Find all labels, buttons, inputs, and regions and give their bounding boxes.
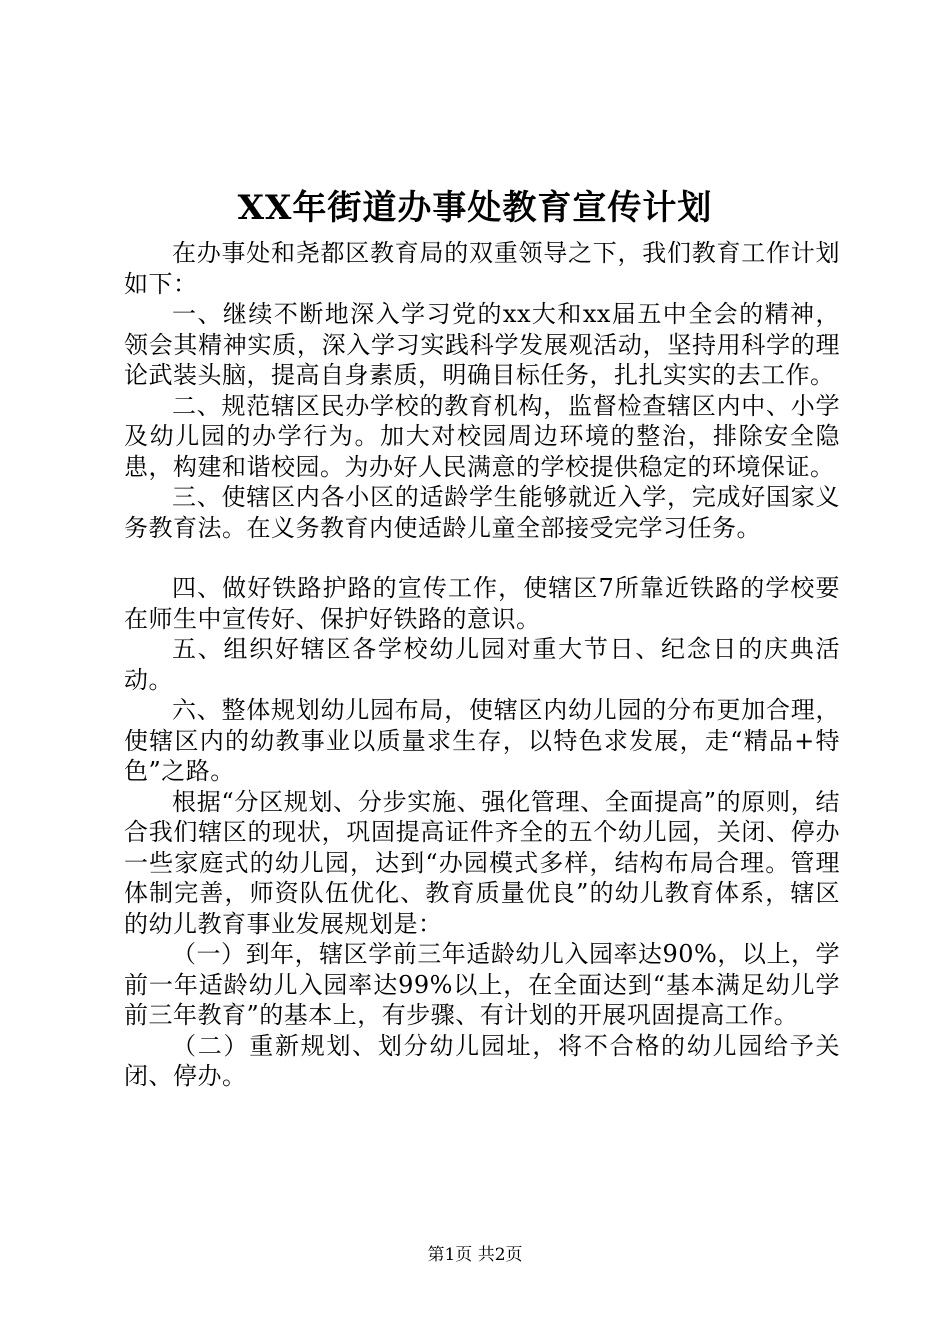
page-footer: 第1页 共2页 [427, 1245, 523, 1265]
paragraph-plan-basis: 根据“分区规划、分步实施、强化管理、全面提高”的原则，结合我们辖区的现状，巩固提高证件齐全的五个幼儿园，关闭、停办一些家庭式的幼儿园，达到“办园模式多样，结构布局合理。管理体制完善，师资队伍优化、教育质量优良”的幼儿教育体系，辖区的幼儿教育事业发展规划是： [124, 787, 840, 938]
paragraph-intro: 在办事处和尧都区教育局的双重领导之下，我们教育工作计划如下： [124, 239, 840, 298]
document-title: XX年街道办事处教育宣传计划 [237, 188, 713, 228]
paragraph-item-1: 一、继续不断地深入学习党的xx大和xx届五中全会的精神，领会其精神实质，深入学习实践科学发展观活动，坚持用科学的理论武装头脑，提高自身素质，明确目标任务，扎扎实实的去工作。 [124, 300, 840, 389]
paragraph-item-3: 三、使辖区内各小区的适龄学生能够就近入学，完成好国家义务教育法。在义务教育内使适龄儿童全部接受完学习任务。 [124, 483, 840, 542]
document-body [124, 238, 840, 1092]
paragraph-item-4: 四、做好铁路护路的宣传工作，使辖区7所靠近铁路的学校要在师生中宣传好、保护好铁路的意识。 [124, 574, 840, 633]
paragraph-subitem-1: （一）到年，辖区学前三年适龄幼儿入园率达90%，以上，学前一年适龄幼儿入园率达99%以上，在全面达到“基本满足幼儿学前三年教育”的基本上，有步骤、有计划的开展巩固提高工作。 [124, 940, 840, 1029]
paragraph-item-5: 五、组织好辖区各学校幼儿园对重大节日、纪念日的庆典活动。 [124, 635, 840, 694]
paragraph-item-2: 二、规范辖区民办学校的教育机构，监督检查辖区内中、小学及幼儿园的办学行为。加大对校园周边环境的整治，排除安全隐患，构建和谐校园。为办好人民满意的学校提供稳定的环境保证。 [124, 391, 840, 481]
paragraph-subitem-2: （二）重新规划、划分幼儿园址，将不合格的幼儿园给予关闭、停办。 [124, 1031, 840, 1090]
paragraph-item-6: 六、整体规划幼儿园布局，使辖区内幼儿园的分布更加合理，使辖区内的幼教事业以质量求生存，以特色求发展，走“精品+特色”之路。 [124, 696, 840, 785]
